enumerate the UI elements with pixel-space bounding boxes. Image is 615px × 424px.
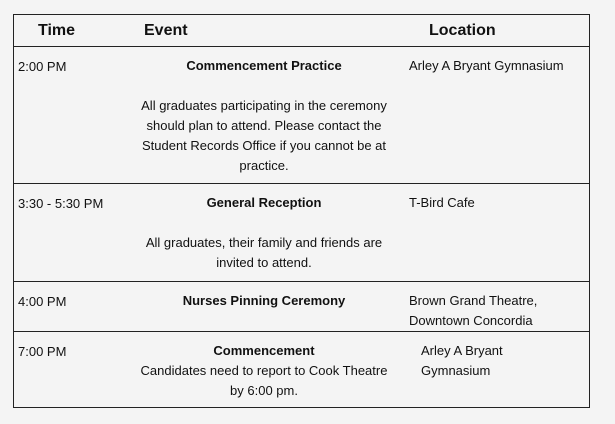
row-time: 7:00 PM	[18, 344, 67, 359]
header-event: Event	[144, 22, 188, 39]
event-description: Candidates need to report to Cook Theatre by 6:00 pm.	[140, 363, 388, 398]
event-description: All graduates, their family and friends are invited to attend.	[145, 235, 383, 270]
row-event	[134, 341, 394, 401]
table-row	[14, 332, 589, 408]
event-description: All graduates participating in the ceremony should plan to attend. Please contact the Student Records Office if you cannot be at practice.	[141, 98, 387, 173]
location-line: Arley A Bryant Gymnasium	[409, 58, 564, 73]
location-line: T-Bird Cafe	[409, 195, 475, 210]
row-time: 3:30 - 5:30 PM	[18, 196, 104, 211]
row-event	[134, 56, 394, 176]
event-title: Commencement Practice	[186, 58, 342, 73]
row-location	[409, 193, 475, 213]
event-title: Commencement	[213, 343, 315, 358]
event-title: Nurses Pinning Ceremony	[182, 293, 346, 308]
table-row	[14, 47, 589, 184]
schedule-table	[13, 14, 590, 408]
location-line: Downtown Concordia	[409, 313, 533, 328]
location-line: Gymnasium	[421, 363, 491, 378]
header-time: Time	[38, 22, 76, 39]
location-line: Arley A Bryant	[421, 343, 503, 358]
location-line: Brown Grand Theatre,	[409, 293, 538, 308]
row-event	[134, 291, 394, 311]
row-event	[134, 193, 394, 273]
table-row	[14, 184, 589, 282]
event-title: General Reception	[206, 195, 322, 210]
row-location	[409, 291, 537, 331]
row-time: 2:00 PM	[18, 59, 67, 74]
header-location: Location	[429, 22, 496, 39]
row-location	[409, 56, 564, 76]
table-header	[14, 15, 589, 47]
row-location	[421, 341, 503, 381]
row-time: 4:00 PM	[18, 294, 67, 309]
table-row	[14, 282, 589, 332]
